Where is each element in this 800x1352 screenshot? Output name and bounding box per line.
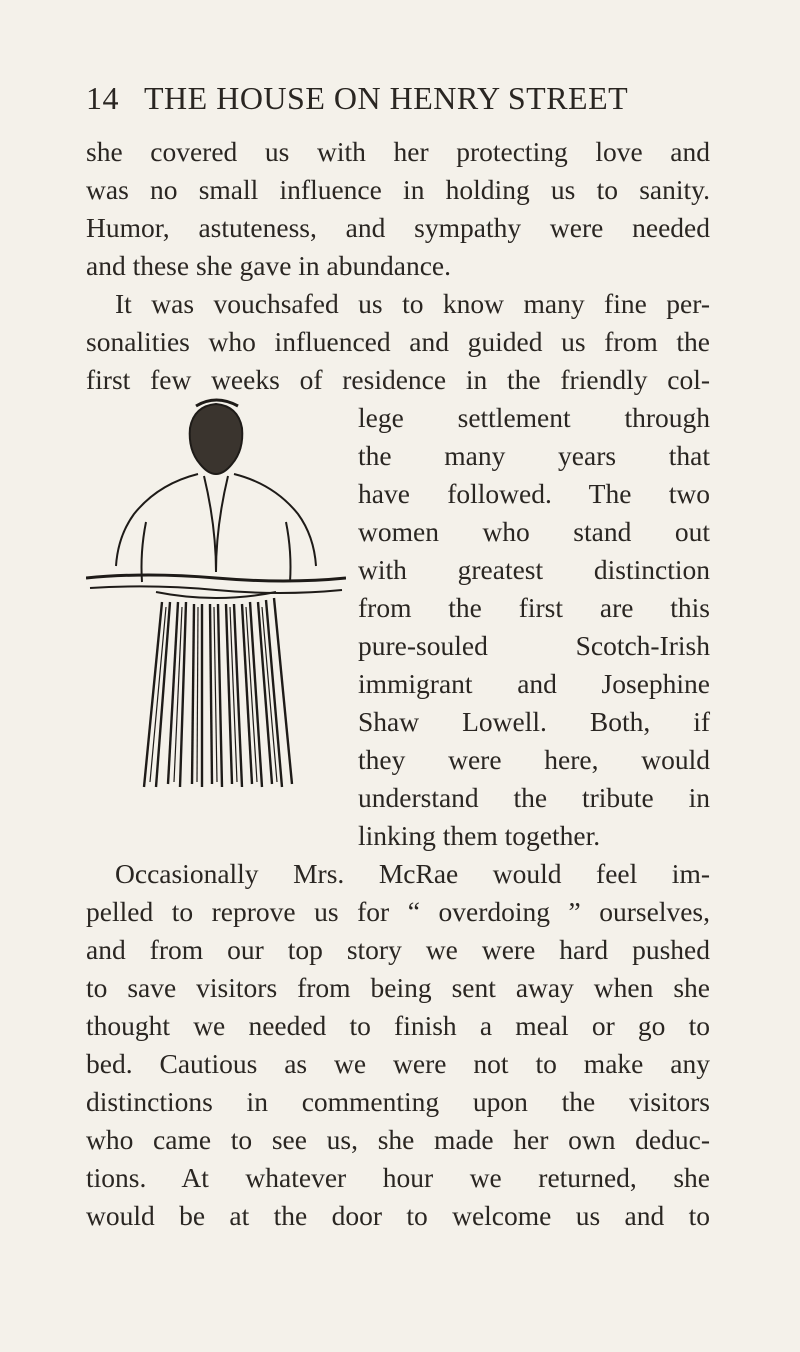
text-line: have followed. The two [358,478,710,509]
text-line: and these she gave in abundance. [86,250,451,281]
text-line: Occasionally Mrs. McRae would feel im- [115,858,710,889]
text-line: pure-souled Scotch-Irish [358,630,710,661]
text-line: bed. Cautious as we were not to make any [86,1048,710,1079]
running-title: THE HOUSE ON HENRY STREET [144,80,629,116]
text-line: she covered us with her protecting love and [86,136,710,167]
text-line: tions. At whatever hour we returned, she [86,1162,710,1193]
text-line: Shaw Lowell. Both, if [358,706,710,737]
text-line: was no small influence in holding us to sanity. [86,174,710,205]
text-line: thought we needed to finish a meal or go to [86,1010,710,1041]
running-header [86,80,726,120]
decorative-woman-figure-icon [86,392,346,797]
text-line: It was vouchsafed us to know many fine per- [115,288,710,319]
text-line: would be at the door to welcome us and to [86,1200,710,1231]
text-line: and from our top story we were hard pushed [86,934,710,965]
text-line: with greatest distinction [358,554,710,585]
text-line: immigrant and Josephine [358,668,710,699]
page-number: 14 [86,80,119,116]
text-line: they were here, would [358,744,710,775]
text-line: pelled to reprove us for “ overdoing ” ourselves, [86,896,710,927]
text-line: distinctions in commenting upon the visitors [86,1086,710,1117]
text-line: first few weeks of residence in the friendly col- [86,364,710,395]
text-line: linking them together. [358,820,601,851]
text-line: sonalities who influenced and guided us from the [86,326,710,357]
text-line: lege settlement through [358,402,710,433]
text-line: understand the tribute in [358,782,710,813]
text-line: who came to see us, she made her own deduc- [86,1124,710,1155]
text-line: women who stand out [358,516,710,547]
text-line: Humor, astuteness, and sympathy were needed [86,212,710,243]
text-line: to save visitors from being sent away when she [86,972,710,1003]
text-line: the many years that [358,440,710,471]
text-line: from the first are this [358,592,710,623]
